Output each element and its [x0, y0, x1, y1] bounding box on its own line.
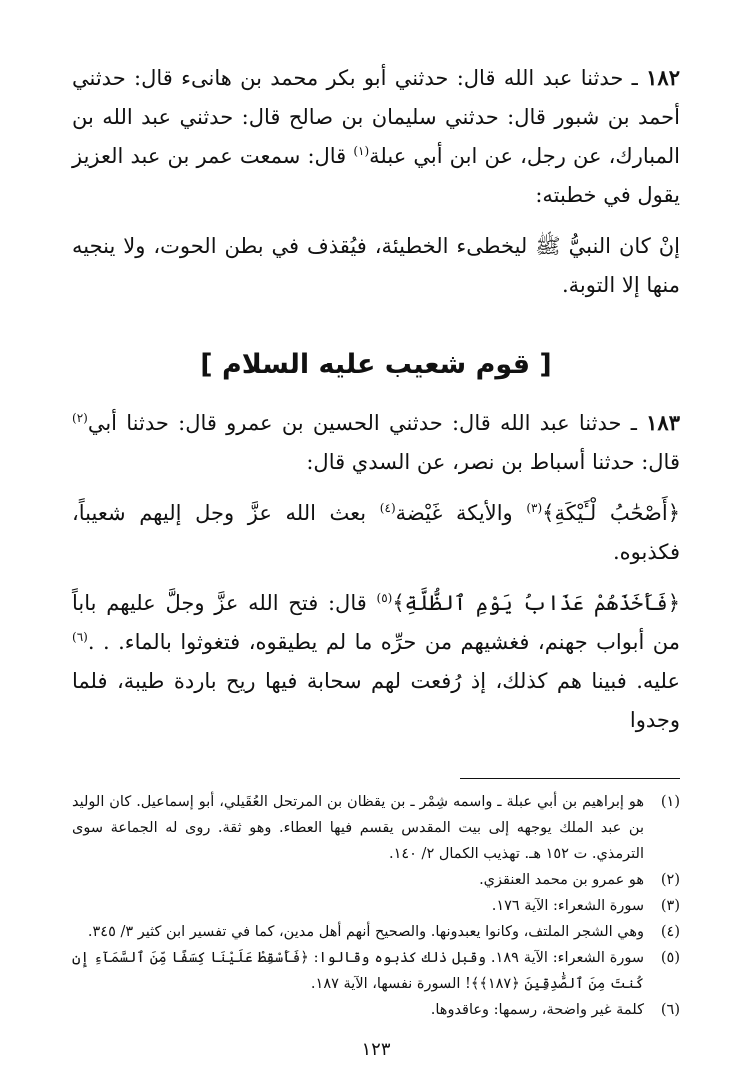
footnote-text: وهي الشجر الملتف، وكانوا يعبدونها. والصحيح أنهم أهل مدين، كما في تفسير ابن كثير ٣/ ٣٤٥. [87, 924, 644, 940]
page-number: ١٢٣ [361, 1039, 391, 1060]
quran-quote: ﴿أَصْحَٰبُ لْـَٔيْكَةِ﴾ [542, 501, 681, 525]
hadith-182-quote: إنْ كان النبيُّ ﷺ ليخطىء الخطيئة، فيُقذف في بطن الحوت، ولا ينجيه منها إلا التوبة. [72, 234, 680, 297]
hadith-text: عليه. فبينا هم كذلك، إذ رُفعت لهم سحابة فيها ريح باردة طيبة، فلما وجدوا [72, 669, 680, 732]
quran-quote: ﴿فَأَخَذَهُمْ عَذَابُ يَوْمِ ٱلظُّلَّةِ﴾ [392, 591, 680, 615]
footnote-item [72, 919, 680, 945]
footnote-item [72, 789, 680, 867]
footnote-text: سورة الشعراء: الآية ١٧٦. [491, 898, 644, 914]
hadith-number: ١٨٣ [646, 410, 680, 435]
footnote-text: سورة الشعراء: الآية ١٨٩. وقبل ذلك كذبوه وقالوا: ﴿فَأَسْقِطْ عَلَيْنَا كِسَفًا مِّنَ ٱلسَّمَآءِ إِن كُنتَ مِنَ ٱلصَّٰدِقِينَ ﴿١٨٧﴾﴾! السورة نفسها، الآية ١٨٧. [72, 950, 644, 992]
hadith-text: ـ حدثنا عبد الله قال: حدثني الحسين بن عمرو قال: حدثنا أبي [87, 411, 647, 435]
footnote-ref[interactable]: (٥) [376, 591, 393, 605]
footnote-number: (٢) [660, 872, 680, 888]
hadith-183-text-b [72, 584, 680, 740]
footnote-ref[interactable]: (٤) [379, 501, 396, 515]
footnote-number: (٤) [660, 924, 680, 940]
hadith-text: بعث الله عزَّ وجل إليهم شعيباً، فكذبوه. [72, 501, 680, 564]
hadith-183-text-a [72, 494, 680, 572]
hadith-182 [72, 58, 680, 215]
footnote-text: كلمة غير واضحة، رسمها: وعاقدوها. [430, 1002, 644, 1018]
hadith-text: والأيكة غَيْضة [395, 501, 527, 525]
footnote-number: (٦) [660, 1002, 680, 1018]
footnote-ref[interactable]: (٣) [526, 501, 543, 515]
hadith-number: ١٨٢ [646, 65, 680, 90]
footnote-ref[interactable]: (١) [353, 144, 370, 158]
footnote-number: (١) [660, 794, 680, 810]
footnote-item [72, 893, 680, 919]
footnote-divider [460, 778, 680, 779]
hadith-183 [72, 403, 680, 482]
book-page [72, 58, 680, 1058]
footnote-item [72, 997, 680, 1023]
hadith-text: ـ حدثنا عبد الله قال: حدثني أبو بكر محمد بن هانىء قال: حدثني أحمد بن شبور قال: حدثني سليمان بن صالح قال: حدثني عبد الله بن المبارك، عن رجل، عن ابن أبي عبلة [72, 66, 680, 168]
footnote-text: هو عمرو بن محمد العنقزي. [479, 872, 644, 888]
footnote-number: (٣) [660, 898, 680, 914]
footnote-item [72, 945, 680, 997]
footnotes [72, 789, 680, 1023]
footnote-text: هو إبراهيم بن أبي عبلة ـ واسمه شِمْر ـ بن يقظان بن المرتحل العُقَيلي، أبو إسماعيل. كان الوليد بن عبد الملك يوجهه إلى بيت المقدس يقسم فيها العطاء. وهو ثقة. روى له الجماعة سوى الترمذي. ت ١٥٢ هـ. تهذيب الكمال ٢/ ١٤٠. [72, 794, 644, 862]
section-heading: [ قوم شعيب عليه السلام ] [200, 349, 552, 380]
footnote-number: (٥) [660, 950, 680, 966]
footnote-item [72, 867, 680, 893]
footnote-ref[interactable]: (٢) [72, 411, 88, 425]
footnote-ref[interactable]: (٦) [72, 630, 88, 644]
hadith-text: قال: حدثنا أسباط بن نصر، عن السدي قال: [306, 450, 680, 474]
hadith-text: قال: فتح الله عزَّ وجلَّ عليهم باباً من أبواب جهنم، فغشيهم من حرِّه ما لم يطيقوه، فتغوثوا بالماء. . . [72, 591, 680, 654]
hadith-text: قال: سمعت عمر بن عبد العزيز يقول في خطبته: [72, 144, 680, 207]
